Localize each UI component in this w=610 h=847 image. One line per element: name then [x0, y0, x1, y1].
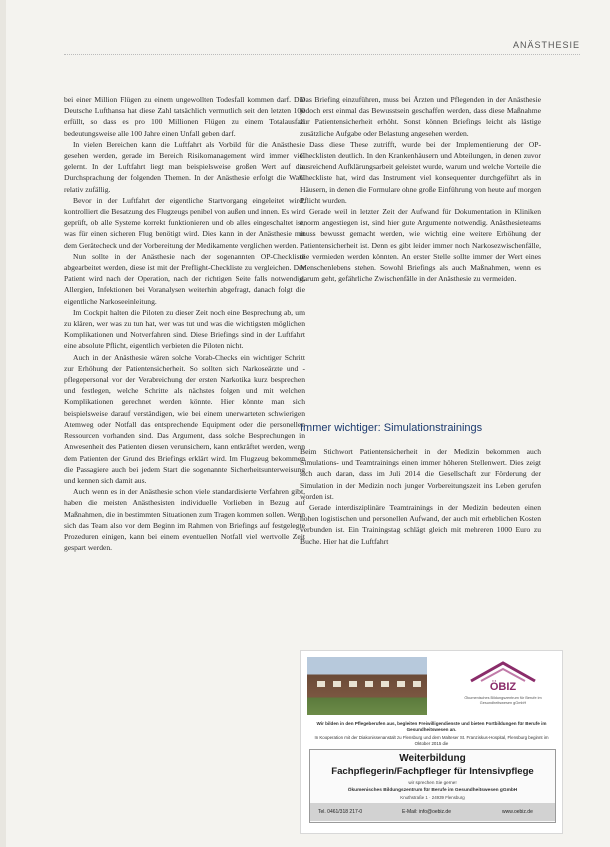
- paragraph: Auch in der Anästhesie wären solche Vorab-Checks ein wichtiger Schritt zur Erhöhung der Patientensicherheit. So sollten sich Narkoseärzte und -pflegepersonal vor der Verabreichung der ersten Narkotika kurz besprechen und festlegen, welche Schritte als nächstes folgen und mit welchen Komplikationen gerechnet werden könnte. Hier könnte man sich beispielsweise darauf verständigen, wie bei einem unerwarteten schwierigen Atemweg oder Notfall das entsprechende Equipment oder die personellen Ressourcen vorhanden sind. Das Argument, dass solche Besprechungen in Anwesenheit des Patienten diesen verunsichern, kann entkräftet werden, wenn dem Patienten der Grund des Briefings erklärt wird. Im Flugzeug bekommen die Passagiere auch bei jedem Start die sogenannte Sicherheitsunterweisung und kennen sich damit aus.: [64, 352, 305, 485]
- organization-name: Ökumenisches Bildungszentrum für Berufe im Gesundheitswesen gGmbH: [347, 788, 518, 793]
- email: E-Mail: info@oebiz.de: [402, 809, 451, 815]
- paragraph: Bevor in der Luftfahrt der eigentliche Startvorgang eingeleitet wird, kontrolliert die Besatzung des Flugzeugs penibel von außen und innen. Es wird geprüft, ob alle Systeme korrekt funktionieren und ob alles eingeschaltet ist, was für einen sicheren Flug benötigt wird. Dies kann in der Anästhesie mit dem Gerätecheck und der Vorbereitung der Medikamente verglichen werden.: [64, 195, 305, 250]
- running-head: ANÄSTHESIE: [512, 40, 580, 50]
- paragraph: Gerade interdisziplinäre Teamtrainings in der Medizin bedeuten einen hohen logistischen und personellen Aufwand, der auch mit erheblichen Kosten verbunden ist. Ein Trainingstag schlägt gleich mit mehreren 1000 Euro zu Buche. Hier hat die Luftfahrt: [300, 503, 541, 546]
- building-photo: [307, 657, 427, 715]
- roof-logo-icon: [451, 659, 555, 683]
- paragraph: Gerade weil in letzter Zeit der Aufwand für Dokumentation in Kliniken enorm angestiegen ist, sind hier gute Argumente notwendig. Anästhesieteams muss bewusst gemacht werden, wie wichtig eine weitere Erhöhung der Patientensicherheit ist. Denn es gibt leider immer noch Narkosezwischenfälle, die vermieden werden könnten. An erster Stelle sollte immer der Wert eines Menschenlebens stehen. Sowohl Briefings als auch Maßnahmen, wenn es darum geht, gefährliche Zwischenfälle in der Anästhesie zu vermeiden.: [300, 207, 541, 284]
- page-edge: [0, 0, 6, 847]
- paragraph: Beim Stichwort Patientensicherheit in der Medizin bekommen auch Simulations- und Teamtrainings einen immer höheren Stellenwert. Dies zeigt sich auch daran, dass im Juli 2014 die Gesellschaft zur Förderung der Simulation in der Medizin noch junger Vorbereitungszeit ins Leben gerufen worden ist.: [300, 447, 541, 501]
- paragraph: bei einer Million Flügen zu einem ungewollten Todesfall kommen darf. Die Deutsche Lufthansa hat diese Zahl tatsächlich vermutlich seit den letzten 100 erfüllt, so dass es pro 100 Millionen Flügen zu einem Totalausfall bedeutungsweise alle 100 Jahre einen Unfall geben darf.: [64, 95, 305, 138]
- header-rule: [64, 54, 580, 55]
- paragraph: Nun sollte in der Anästhesie nach der sogenannten OP-Checkliste abgearbeitet werden, diese ist mit der Preflight-Checkliste zu vergleichen. Der Patient wird nach der Operation, nach der richtigen Seite falls notwendig, Allergien, Infektionen bei Voranalysen weiterhin abgefragt, danach folgt die eigentliche Narkoseeinleitung.: [64, 251, 305, 306]
- course-type: Weiterbildung: [399, 753, 466, 764]
- right-column: [300, 94, 541, 434]
- contact-bar: [310, 803, 555, 821]
- paragraph: Im Cockpit halten die Piloten zu dieser Zeit noch eine Besprechung ab, um zu klären, wer was zu tun hat, wer was tut und was die wichtigsten möglichen Komplikationen und Notverfahren sind. Diese Briefings sind in der Luftfahrt eine absolute Pflicht, eigentlich verbieten die Piloten nicht.: [64, 307, 305, 351]
- section-heading: Immer wichtiger: Simulationstrainings: [300, 422, 483, 434]
- paragraph: Das Briefing einzuführen, muss bei Ärzten und Pflegenden in der Anästhesie jedoch erst einmal das Bewusstsein geschaffen werden, dass diese Maßnahme zur Patientensicherheit erhöht. Sonst können Briefings leicht als lästige zusätzliche Aufgabe oder Belastung angesehen werden.: [300, 95, 541, 138]
- phone: Tel. 0461/318 217-0: [318, 809, 363, 815]
- left-column: [64, 94, 305, 839]
- logo-text: ÖBIZ: [489, 681, 517, 693]
- oebiz-logo: [451, 659, 555, 709]
- organization-address: Knuthstraße 1 · 24939 Flensburg: [400, 795, 465, 800]
- ad-cooperation: In Kooperation mit der Diakonissenanstalt zu Flensburg und dem Malteser St. Franziskus-Hospital, Flensburg beginnt im Oktober 2015 die: [314, 735, 549, 747]
- paragraph: In vielen Bereichen kann die Luftfahrt als Vorbild für die Anästhesie gesehen werden, gerade im Bereich Risikomanagement wird immer viel gelernt. In der Luftfahrt liegt man beispielsweise großen Wert auf die Durchsprachung der folgenden Themen. In der Anästhesie erfolgt die Wahl relativ zufällig.: [64, 139, 305, 194]
- paragraph: Dass diese These zutrifft, wurde bei der Implementierung der OP-Checklisten deutlich. In den Krankenhäusern und Abteilungen, in denen zuvor ausreichend Aufklärungsarbeit geleistet wurde, warum und welche Vorteile die Checkliste hat, wird das Instrument viel konsequenter durchgeführt als in Häusern, in denen die Formulare ohne große Einführung von heute auf morgen Pflicht wurden.: [300, 139, 541, 205]
- website: www.oebiz.de: [502, 809, 533, 815]
- course-note: wir sprechen Sie gerne!: [408, 780, 457, 785]
- course-title: Fachpflegerin/Fachpfleger für Intensivpflege: [331, 766, 534, 777]
- section-body: [300, 446, 541, 636]
- course-box: [309, 749, 556, 823]
- logo-subtitle: Ökumenisches Bildungszentrum für Berufe im Gesundheitswesen gGmbH: [464, 696, 542, 705]
- paragraph: Auch wenn es in der Anästhesie schon viele standardisierte Verfahren gibt, haben die meisten Anästhesisten individuelle Vorlieben in Bezug auf Maßnahmen, die in bestimmten Situationen zum Tragen kommen sollen. Wenn sich das Team also vor dem Beginn im Rahmen von Briefings auf festgelegte Prozeduren einigen, kann bei einem eventuellen Notfall viel wertvolle Zeit gespart werden.: [64, 487, 305, 553]
- advertisement: [300, 650, 563, 834]
- ad-intro: Wir bilden in den Pflegeberufen aus, begleiten Freiwilligendienste und bieten Fortbildungen für Berufe im Gesundheitswesen an.: [316, 721, 547, 733]
